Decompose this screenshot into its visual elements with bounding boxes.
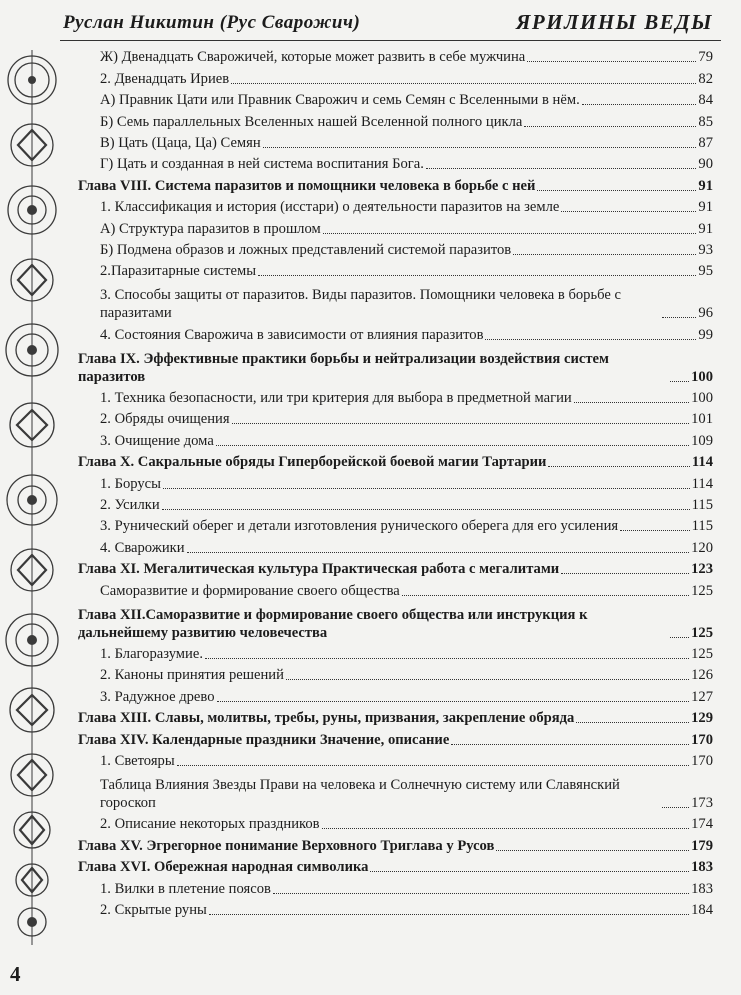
toc-entry-page: 115 [691,518,713,535]
toc-entry-page: 125 [691,624,713,641]
toc-chapter-entry [78,557,713,578]
toc-entry-page: 87 [698,134,713,151]
toc-entry [78,259,713,280]
toc-entry-page: 127 [691,688,713,705]
toc-entry-title: 3. Рунический оберег и детали изготовления рунического оберега для его усиления [100,518,619,535]
dot-leader [217,701,690,702]
toc-entry-page: 129 [691,710,713,727]
toc-entry-title: Глава X. Сакральные обряды Гиперборейской боевой магии Тартарии [78,454,547,471]
toc-entry [78,88,713,109]
toc-entry-page: 179 [691,837,713,854]
toc-entry-title: 1. Техника безопасности, или три критерия для выбора в предметной магии [100,390,572,407]
toc-entry [78,238,713,259]
toc-entry-page: 82 [698,70,713,87]
toc-entry-title: 2. Двенадцать Ириев [100,70,230,87]
dot-leader [561,211,696,212]
toc-entry-title: 2. Скрытые руны [100,901,207,918]
toc-entry [78,471,713,492]
toc-entry-page: 90 [698,156,713,173]
dot-leader [485,339,696,340]
toc-entry-title: 2.Паразитарные системы [100,263,257,280]
toc-entry-title: Глава IX. Эффективные практики борьбы и нейтрализации воздействия систем паразитов [78,350,609,385]
toc-entry [78,535,713,556]
toc-entry [78,386,713,407]
toc-entry-page: 173 [691,794,713,811]
toc-entry-title: 2. Описание некоторых праздников [100,816,320,833]
dot-leader [662,807,689,808]
toc-entry-page: 95 [698,263,713,280]
toc-entry [78,66,713,87]
toc-entry [78,749,713,770]
toc-entry-title: А) Правник Цати или Правник Сварожич и семь Семян с Вселенными в нём. [100,92,580,109]
dot-leader [670,637,689,638]
toc-entry-page: 114 [691,475,713,492]
toc-entry-page: 114 [691,454,713,471]
dot-leader [258,275,696,276]
dot-leader [323,233,697,234]
toc-entry [78,642,713,663]
toc-entry [78,684,713,705]
toc-entry-title: 1. Благоразумие. [100,645,203,662]
dot-leader [576,722,689,723]
toc-chapter-entry [78,833,713,854]
toc-chapter-entry [78,450,713,471]
toc-entry-title: Ж) Двенадцать Сварожичей, которые может развить в себе мужчина [100,49,526,66]
toc-entry [78,898,713,919]
toc-entry-title: Глава XV. Эгрегорное понимание Верховного Триглава у Русов [78,837,495,854]
toc-entry [78,109,713,130]
toc-entry-title: Глава XVI. Обережная народная символика [78,859,369,876]
dot-leader [426,168,697,169]
toc-entry-title: 3. Способы защиты от паразитов. Виды паразитов. Помощники человека в борьбе с паразитами [100,287,621,322]
toc-entry-page: 115 [691,497,713,514]
toc-entry-page: 126 [691,667,713,684]
toc-entry-title: 4. Сварожики [100,539,185,556]
toc-entry-page: 184 [691,901,713,918]
toc-chapter-entry [78,855,713,876]
book-title: ЯРИЛИНЫ ВЕДЫ [515,10,713,34]
dot-leader [273,893,689,894]
toc-entry-title: А) Структура паразитов в прошлом [100,220,321,237]
toc-entry-page: 79 [698,49,713,66]
toc-entry [78,514,713,535]
toc-entry-page: 125 [691,582,713,599]
toc-entry [78,812,713,833]
toc-entry-title: 2. Обряды очищения [100,411,230,428]
toc-entry [78,45,713,66]
toc-entry-title: Саморазвитие и формирование своего общества [100,582,400,599]
dot-leader [209,914,689,915]
toc-entry-page: 99 [698,326,713,343]
toc-entry-page: 170 [691,752,713,769]
toc-entry-title: Глава XIII. Славы, молитвы, требы, руны, призвания, закрепление обряда [78,710,575,727]
toc-entry-page: 183 [691,859,713,876]
dot-leader [582,104,697,105]
toc-entry-title: 2. Каноны принятия решений [100,667,284,684]
running-header [0,8,741,38]
dot-leader [370,871,689,872]
toc-entry [78,428,713,449]
toc-entry [78,663,713,684]
toc-entry-page: 101 [691,411,713,428]
toc-entry-page: 123 [691,561,713,578]
toc-chapter-entry [78,706,713,727]
toc-entry-page: 91 [698,177,713,194]
dot-leader [620,530,690,531]
toc-entry-page: 183 [691,880,713,897]
table-of-contents [78,45,713,919]
toc-entry-title: 1. Борусы [100,475,161,492]
toc-entry-page: 100 [691,368,713,385]
toc-entry-page: 170 [691,731,713,748]
dot-leader [322,828,690,829]
toc-entry [78,322,713,343]
toc-entry-title: Глава XI. Мегалитическая культура Практическая работа с мегалитами [78,561,560,578]
toc-entry [78,578,713,599]
toc-entry [78,152,713,173]
toc-entry-page: 91 [698,199,713,216]
dot-leader [574,402,689,403]
toc-entry [78,131,713,152]
dot-leader [205,658,689,659]
toc-chapter-entry [78,344,713,386]
toc-chapter-entry [78,600,713,642]
dot-leader [524,126,696,127]
dot-leader [187,552,690,553]
toc-chapter-entry [78,727,713,748]
toc-entry-title: Глава VIII. Система паразитов и помощники человека в борьбе с ней [78,177,536,194]
dot-leader [496,850,689,851]
toc-entry-page: 109 [691,432,713,449]
toc-entry-title: 2. Усилки [100,497,160,514]
dot-leader [402,595,689,596]
toc-entry-title: 1. Вилки в плетение поясов [100,880,271,897]
toc-entry-page: 84 [698,92,713,109]
toc-entry [78,280,713,322]
dot-leader [286,679,689,680]
toc-entry-title: Г) Цать и созданная в ней система воспитания Бога. [100,156,424,173]
dot-leader [548,466,689,467]
page-number: 4 [10,962,21,986]
author-name: Руслан Никитин (Рус Сварожич) [63,12,361,33]
toc-entry-page: 100 [691,390,713,407]
ornament-border [0,50,62,945]
toc-entry-title: В) Цать (Цаца, Ца) Семян [100,134,261,151]
dot-leader [537,190,696,191]
dot-leader [163,488,690,489]
toc-entry-title: 4. Состояния Сварожича в зависимости от влияния паразитов [100,326,484,343]
toc-entry [78,195,713,216]
dot-leader [263,147,697,148]
dot-leader [527,61,696,62]
toc-entry-page: 125 [691,645,713,662]
toc-entry-page: 91 [698,220,713,237]
toc-entry-page: 85 [698,113,713,130]
toc-entry [78,770,713,812]
toc-entry-page: 174 [691,816,713,833]
toc-entry-title: Б) Семь параллельных Вселенных нашей Вселенной полного цикла [100,113,523,130]
toc-entry-title: Глава XIV. Календарные праздники Значение, описание [78,731,450,748]
toc-entry [78,407,713,428]
toc-entry-title: 1. Классификация и история (исстари) о деятельности паразитов на земле [100,199,560,216]
dot-leader [232,423,690,424]
toc-entry-title: 3. Радужное древо [100,688,215,705]
toc-entry-title: Таблица Влияния Звезды Прави на человека и Солнечную систему или Славянский гороскоп [100,776,620,811]
toc-entry [78,216,713,237]
toc-entry-title: Б) Подмена образов и ложных представлений системой паразитов [100,241,512,258]
dot-leader [451,744,689,745]
toc-entry-page: 120 [691,539,713,556]
header-rule [60,40,721,41]
dot-leader [231,83,696,84]
toc-entry [78,493,713,514]
dot-leader [216,445,689,446]
dot-leader [162,509,690,510]
toc-entry-title: 1. Светояры [100,752,175,769]
toc-chapter-entry [78,173,713,194]
toc-entry-page: 93 [698,241,713,258]
dot-leader [561,573,689,574]
dot-leader [177,765,689,766]
toc-entry [78,876,713,897]
toc-entry-title: Глава XII.Саморазвитие и формирование своего общества или инструкция к дальнейшему развитию человечества [78,606,588,641]
dot-leader [662,317,696,318]
dot-leader [513,254,696,255]
dot-leader [670,381,689,382]
toc-entry-page: 96 [698,305,713,322]
toc-entry-title: 3. Очищение дома [100,432,214,449]
